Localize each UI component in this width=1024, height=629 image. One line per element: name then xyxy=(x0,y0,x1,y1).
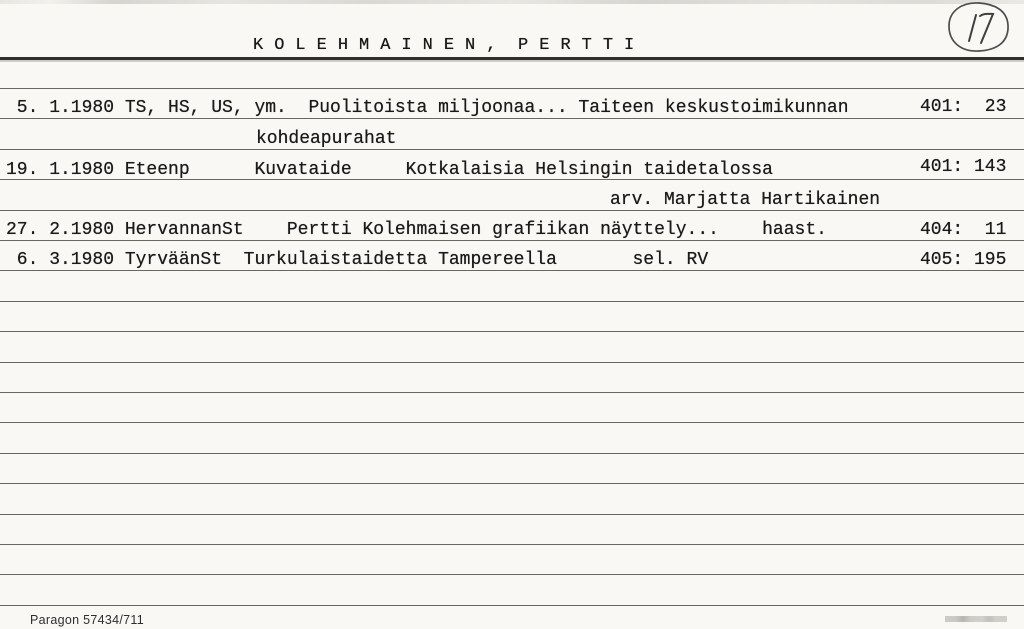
entry-2-line-2: arv. Marjatta Hartikainen xyxy=(610,190,881,210)
ruled-line xyxy=(0,240,1024,241)
ruled-line xyxy=(0,270,1024,271)
page-number-circle xyxy=(946,1,1012,53)
ruled-line xyxy=(0,544,1024,545)
entry-1-line-1: 5. 1.1980 TS, HS, US, ym. Puolitoista miljoonaa... Taiteen keskustoimikunnan xyxy=(6,98,849,118)
entry-2-line-1: 19. 1.1980 Eteenp Kuvataide Kotkalaisia Helsingin taidetalossa xyxy=(6,160,773,180)
ruled-line xyxy=(0,149,1024,150)
pencil-smudge xyxy=(945,616,1007,622)
page-number xyxy=(969,14,993,43)
ruled-line xyxy=(0,422,1024,423)
entry-1-ref: 401: 23 xyxy=(920,97,1007,117)
ruled-line xyxy=(0,118,1024,119)
ruled-line xyxy=(0,301,1024,302)
entry-1-line-2: kohdeapurahat xyxy=(256,129,397,149)
ruled-line xyxy=(0,362,1024,363)
ruled-line xyxy=(0,210,1024,211)
entry-3-line-1: 27. 2.1980 HervannanSt Pertti Kolehmaisen grafiikan näyttely... haast. xyxy=(6,220,827,240)
entry-4-ref: 405: 195 xyxy=(920,250,1007,270)
circle-stroke xyxy=(949,3,1008,51)
entry-4-line-1: 6. 3.1980 TyrväänSt Turkulaistaidetta Tampereella sel. RV xyxy=(6,250,709,270)
ruled-line xyxy=(0,605,1024,606)
title-rule xyxy=(0,57,1024,60)
scan-top-edge xyxy=(0,0,1024,4)
ruled-line xyxy=(0,514,1024,515)
ruled-line xyxy=(0,574,1024,575)
entry-3-ref: 404: 11 xyxy=(920,220,1007,240)
card-title: K O L E H M A I N E N , P E R T T I xyxy=(253,36,635,55)
ruled-line xyxy=(0,483,1024,484)
ruled-line xyxy=(0,453,1024,454)
entry-2-ref: 401: 143 xyxy=(920,157,1007,177)
ruled-line xyxy=(0,392,1024,393)
footer-brand: Paragon 57434/711 xyxy=(30,613,144,627)
ruled-line xyxy=(0,88,1024,89)
ruled-line xyxy=(0,331,1024,332)
